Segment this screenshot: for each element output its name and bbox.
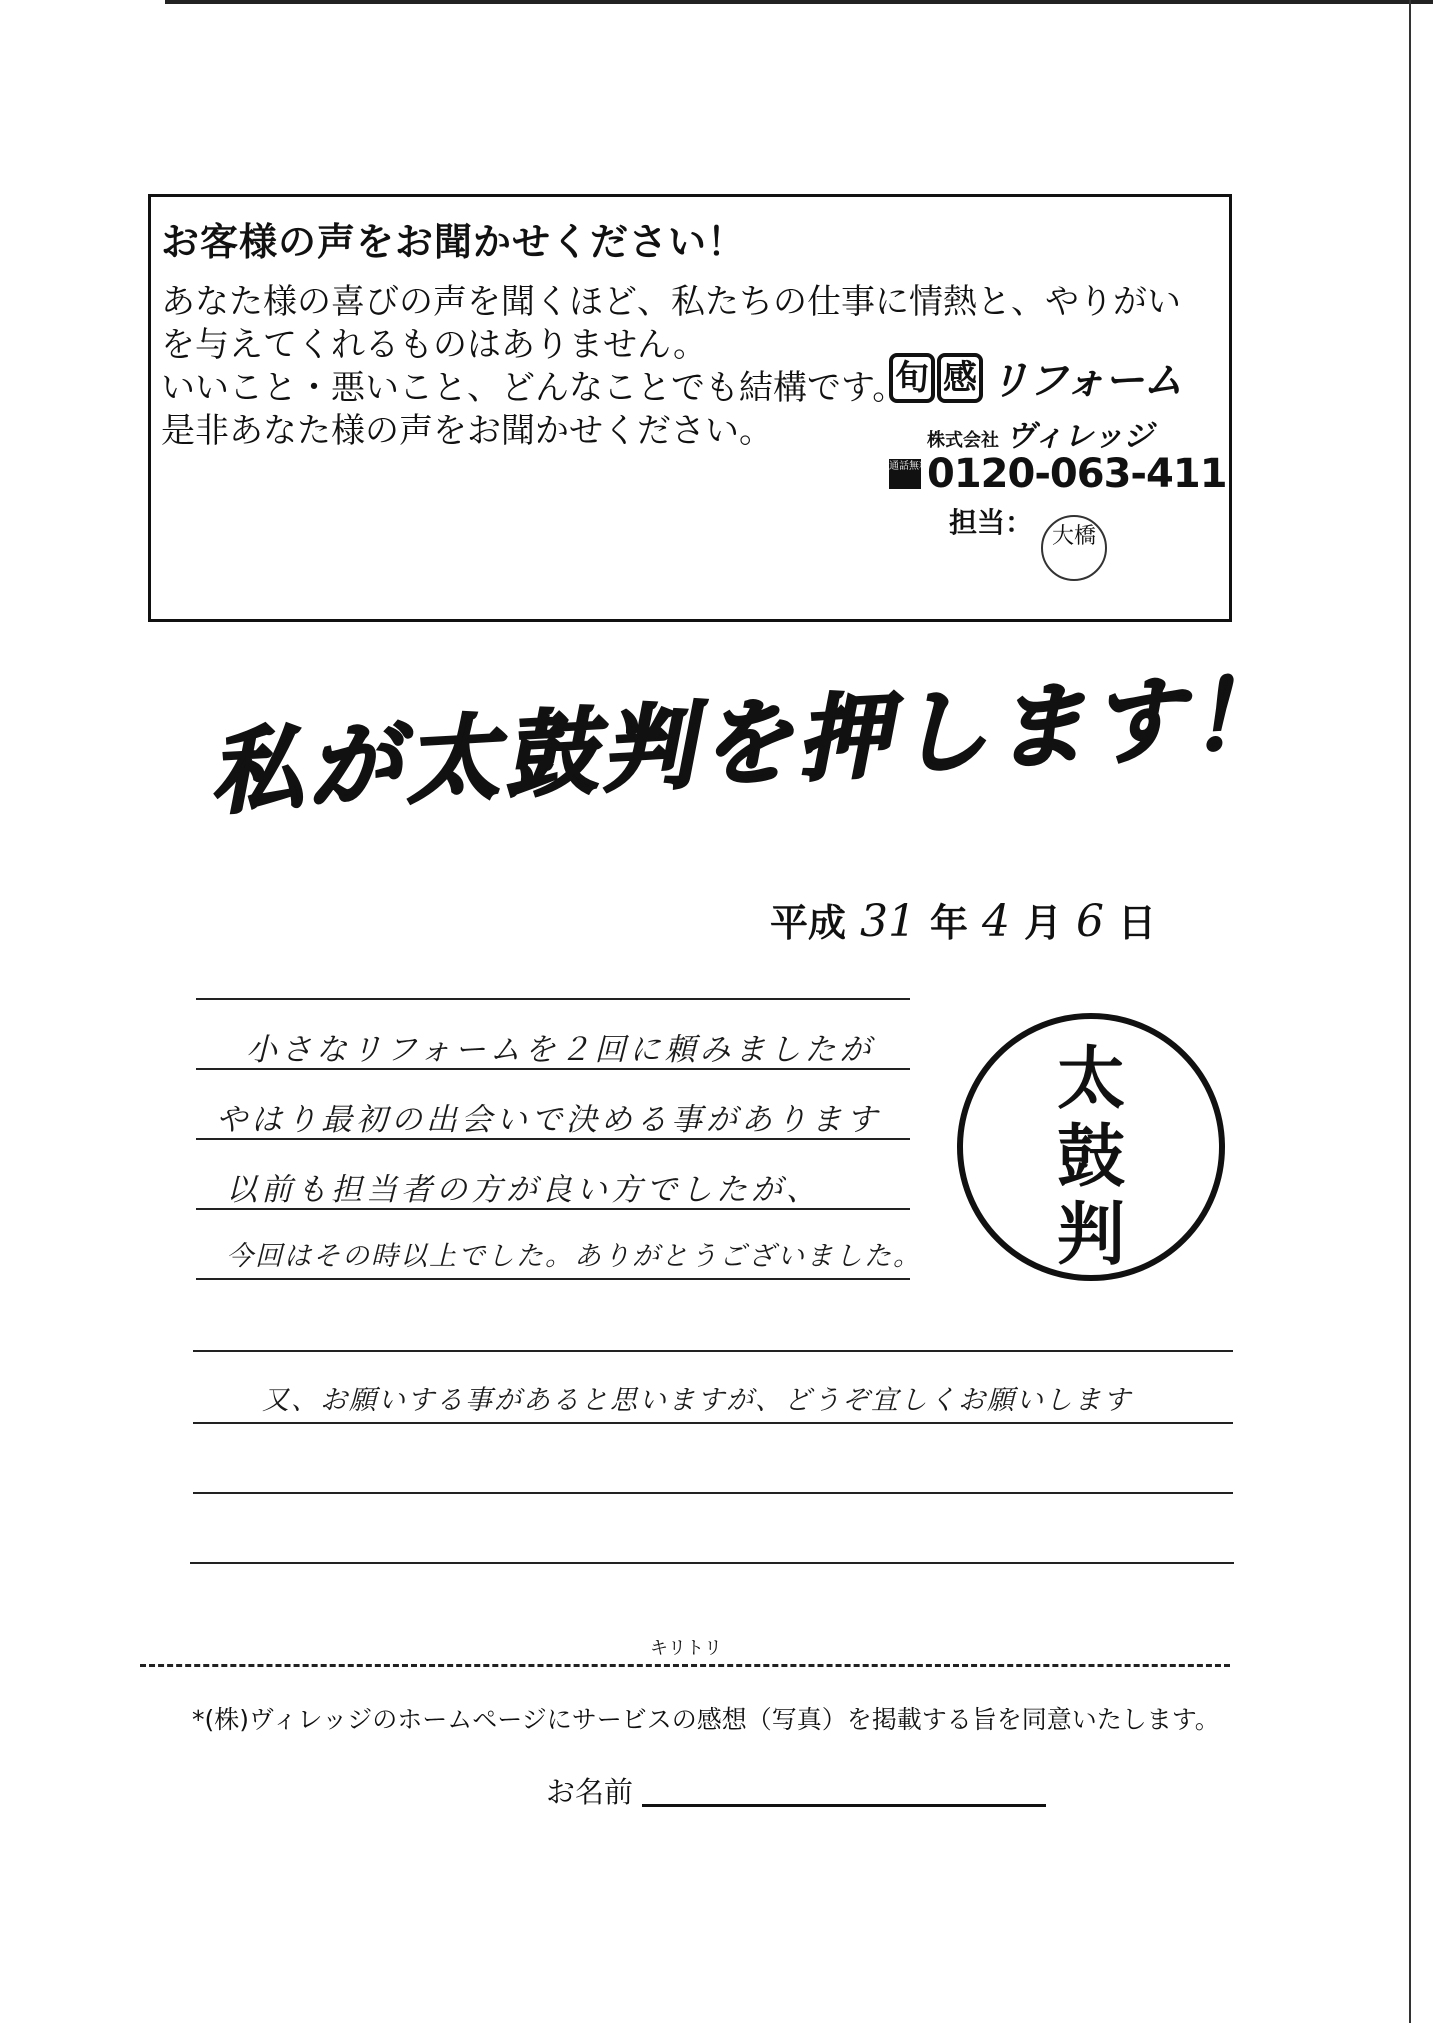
taikoban-stamp-icon bbox=[957, 1013, 1225, 1281]
customer-voice-box bbox=[148, 194, 1232, 622]
ruled-line bbox=[196, 1278, 910, 1280]
comment-line: 今回はその時以上でした。ありがとうございました。 bbox=[226, 1241, 922, 1272]
date-line bbox=[770, 892, 1156, 947]
stamp-char: 太 bbox=[1056, 1039, 1125, 1119]
date-year: 31 bbox=[860, 896, 917, 947]
company-prefix: 株式会社 bbox=[927, 430, 999, 451]
name-field-line bbox=[642, 1804, 1046, 1807]
ruled-line bbox=[190, 1562, 1234, 1564]
logo-char-box: 旬 bbox=[889, 353, 935, 403]
cut-label: キリトリ bbox=[650, 1638, 722, 1659]
date-day-unit: 日 bbox=[1118, 901, 1157, 945]
box-title: お客様の声をお聞かせください！ bbox=[161, 220, 747, 264]
date-day: 6 bbox=[1076, 896, 1105, 947]
free-call-badge: 通話無料 bbox=[889, 459, 921, 489]
ruled-line bbox=[193, 1492, 1233, 1494]
body-line: 是非あなた様の声をお聞かせください。 bbox=[161, 411, 773, 451]
tanto-label: 担当： bbox=[949, 506, 1034, 539]
stamp-char: 鼓 bbox=[1056, 1117, 1125, 1197]
comment-line: 以前も担当者の方が良い方でしたが、 bbox=[226, 1172, 821, 1208]
scan-edge-right bbox=[1409, 0, 1411, 2023]
consent-text: *(株)ヴィレッジのホームページにサービスの感想（写真）を掲載する旨を同意いたします。 bbox=[192, 1705, 1220, 1734]
ruled-line bbox=[193, 1422, 1233, 1424]
date-month: 4 bbox=[982, 896, 1011, 947]
body-line: を与えてくれるものはありません。 bbox=[161, 325, 708, 365]
phone-number: 0120-063-411 bbox=[927, 451, 1227, 497]
company-brand: ヴィレッジ bbox=[1005, 419, 1154, 454]
scan-edge-top bbox=[165, 0, 1433, 4]
body-line: いいこと・悪いこと、どんなことでも結構です。 bbox=[161, 368, 907, 408]
ruled-line bbox=[193, 1350, 1233, 1352]
company-logo-block bbox=[889, 349, 1229, 549]
company-logo bbox=[889, 349, 1229, 406]
date-month-unit: 月 bbox=[1024, 901, 1063, 945]
comment-line: 又、お願いする事があると思いますが、どうぞ宜しくお願いします bbox=[262, 1385, 1132, 1416]
comment-line: やはり最初の出会いで決める事があります bbox=[216, 1102, 881, 1138]
phone-block bbox=[889, 451, 1227, 497]
stamp-char: 判 bbox=[1056, 1195, 1125, 1275]
body-line: あなた様の喜びの声を聞くほど、私たちの仕事に情熱と、やりがい bbox=[161, 282, 1181, 322]
logo-text: リフォーム bbox=[989, 358, 1182, 404]
tanto-seal-icon: 大橋 bbox=[1041, 515, 1107, 581]
company-name bbox=[927, 411, 1153, 455]
logo-char-box: 感 bbox=[937, 353, 983, 403]
cut-line bbox=[140, 1664, 1230, 1667]
date-era: 平成 bbox=[770, 901, 847, 945]
name-label: お名前 bbox=[546, 1775, 634, 1809]
comment-line: 小さなリフォームを２回に頼みましたが bbox=[246, 1032, 875, 1068]
date-year-unit: 年 bbox=[930, 901, 969, 945]
headline: 私が太鼓判を押します！ bbox=[207, 659, 1290, 827]
ruled-line bbox=[196, 998, 910, 1000]
